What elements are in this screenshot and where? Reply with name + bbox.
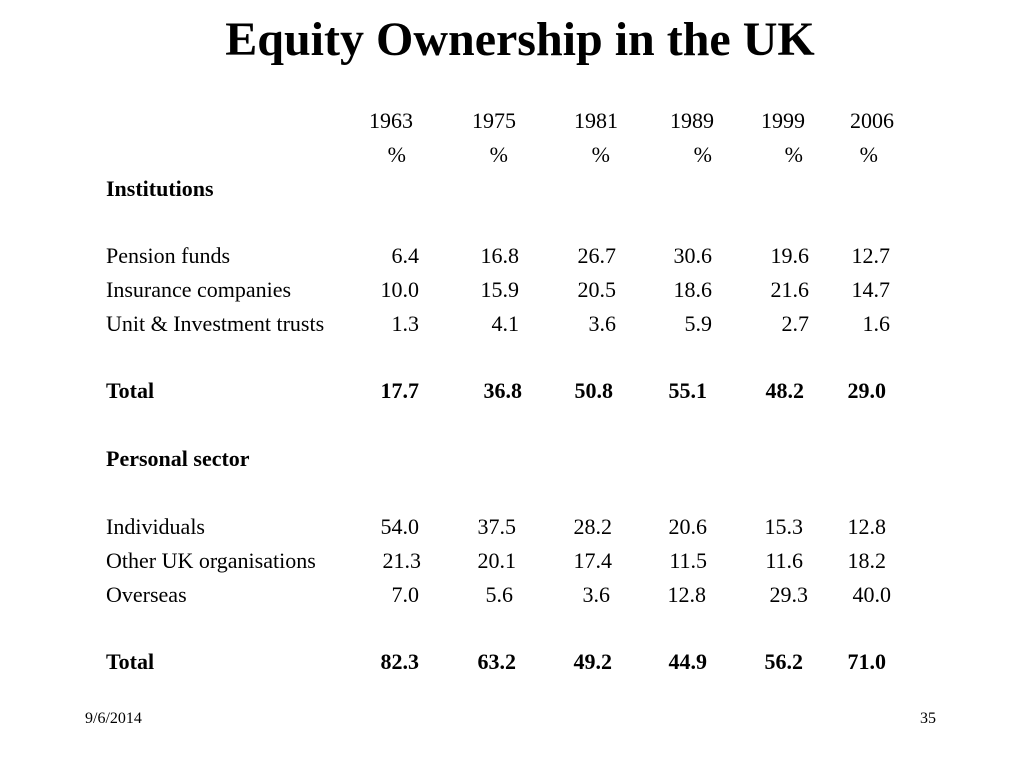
table-cell: 26.7 (577, 243, 616, 268)
table-cell: 20.5 (577, 277, 616, 302)
table-row (0, 307, 1024, 341)
year-header-row (0, 104, 1024, 138)
section-heading-row (0, 172, 1024, 206)
row-label: Individuals (106, 514, 205, 539)
slide-page-number: 35 (920, 710, 936, 727)
table-row (0, 544, 1024, 578)
unit-header-row (0, 138, 1024, 172)
year-header-cell: 1963 (369, 108, 413, 133)
year-header-cell: 1999 (761, 108, 805, 133)
total-cell: 50.8 (574, 378, 613, 403)
table-cell: 19.6 (770, 243, 809, 268)
table-row (0, 273, 1024, 307)
unit-header-cell: % (591, 142, 610, 167)
table-cell: 4.1 (491, 311, 519, 336)
unit-header-cell: % (387, 142, 406, 167)
year-header-cell: 1981 (574, 108, 618, 133)
row-label: Overseas (106, 582, 187, 607)
table-cell: 17.4 (573, 548, 612, 573)
table-cell: 16.8 (480, 243, 519, 268)
total-cell: 17.7 (380, 378, 419, 403)
year-header-cell: 2006 (850, 108, 894, 133)
section-heading-institutions: Institutions (106, 176, 214, 201)
table-cell: 14.7 (851, 277, 890, 302)
row-label: Other UK organisations (106, 548, 316, 573)
table-cell: 2.7 (781, 311, 809, 336)
table-cell: 15.9 (480, 277, 519, 302)
section-heading-row (0, 442, 1024, 476)
total-label: Total (106, 378, 155, 403)
table-cell: 18.6 (673, 277, 712, 302)
total-label: Total (106, 649, 155, 674)
year-header-cell: 1975 (472, 108, 516, 133)
table-cell: 29.3 (769, 582, 808, 607)
section-heading-personal: Personal sector (106, 446, 250, 471)
table-row (0, 578, 1024, 612)
total-cell: 56.2 (764, 649, 803, 674)
total-cell: 82.3 (380, 649, 419, 674)
unit-header-cell: % (489, 142, 508, 167)
table-total-row (0, 645, 1024, 679)
table-cell: 18.2 (847, 548, 886, 573)
table-cell: 54.0 (380, 514, 419, 539)
table-cell: 21.3 (382, 548, 421, 573)
table-total-row (0, 374, 1024, 408)
table-cell: 3.6 (588, 311, 616, 336)
unit-header-cell: % (784, 142, 803, 167)
total-cell: 71.0 (847, 649, 886, 674)
table-cell: 40.0 (852, 582, 891, 607)
table-cell: 11.6 (765, 548, 803, 573)
table-cell: 5.6 (485, 582, 513, 607)
total-cell: 63.2 (477, 649, 516, 674)
total-cell: 36.8 (483, 378, 522, 403)
table-cell: 12.8 (847, 514, 886, 539)
table-cell: 37.5 (477, 514, 516, 539)
row-label: Pension funds (106, 243, 231, 268)
table-cell: 11.5 (669, 548, 707, 573)
table-cell: 10.0 (380, 277, 419, 302)
table-cell: 7.0 (391, 582, 419, 607)
total-cell: 44.9 (668, 649, 707, 674)
unit-header-cell: % (693, 142, 712, 167)
unit-header-cell: % (859, 142, 878, 167)
table-cell: 12.7 (851, 243, 890, 268)
table-cell: 1.6 (862, 311, 890, 336)
slide-title: Equity Ownership in the UK (225, 13, 815, 66)
table-cell: 15.3 (764, 514, 803, 539)
slide-date: 9/6/2014 (85, 710, 142, 727)
total-cell: 55.1 (668, 378, 707, 403)
table-cell: 20.6 (668, 514, 707, 539)
table-cell: 30.6 (673, 243, 712, 268)
table-cell: 3.6 (582, 582, 610, 607)
table-row (0, 510, 1024, 544)
year-header-cell: 1989 (670, 108, 714, 133)
table-cell: 6.4 (391, 243, 419, 268)
table-cell: 28.2 (573, 514, 612, 539)
row-label: Unit & Investment trusts (106, 311, 325, 336)
row-label: Insurance companies (106, 277, 292, 302)
table-cell: 1.3 (391, 311, 419, 336)
table-cell: 21.6 (770, 277, 809, 302)
total-cell: 29.0 (847, 378, 886, 403)
table-cell: 5.9 (684, 311, 712, 336)
total-cell: 49.2 (573, 649, 612, 674)
table-row (0, 239, 1024, 273)
total-cell: 48.2 (765, 378, 804, 403)
table-cell: 12.8 (667, 582, 706, 607)
table-cell: 20.1 (477, 548, 516, 573)
